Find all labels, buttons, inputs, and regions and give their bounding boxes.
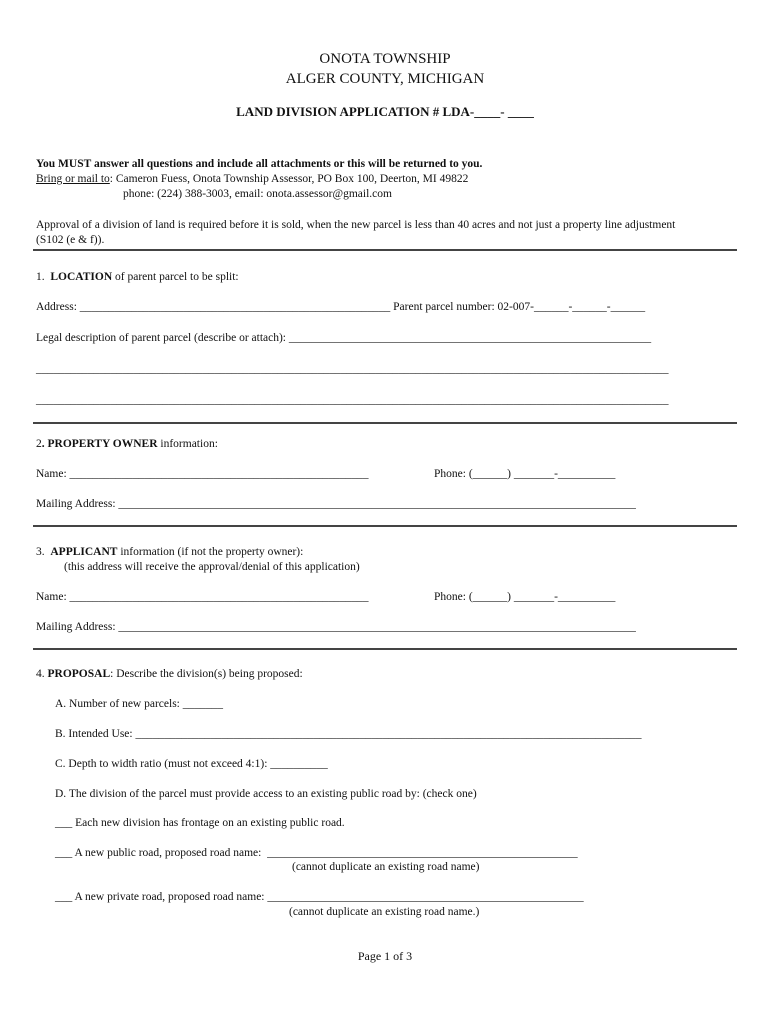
- page-number: Page 1 of 3: [357, 949, 413, 963]
- applicant-note: (this address will receive the approval/denial of this application): [64, 561, 360, 573]
- section1-title-rest: of parent parcel to be split:: [112, 271, 239, 283]
- section2-title: . PROPERTY OWNER: [41, 438, 158, 450]
- applicant-mailing-address-field[interactable]: Mailing Address: __________________________________________________________________________________________: [36, 621, 636, 633]
- section4-title: PROPOSAL: [47, 668, 111, 680]
- legal-description-field[interactable]: Legal description of parent parcel (describe or attach): _______________________________________________________________: [36, 332, 652, 344]
- bring-or-mail-line: [36, 172, 468, 186]
- owner-mailing-address-field[interactable]: Mailing Address: __________________________________________________________________________________________: [36, 498, 636, 510]
- intended-use-field[interactable]: B. Intended Use: ________________________________________________________________________________________: [55, 728, 642, 740]
- owner-phone-field[interactable]: Phone: (______) _______-__________: [434, 468, 616, 480]
- section3-title: APPLICANT: [50, 546, 118, 558]
- section1-title: LOCATION: [50, 271, 113, 283]
- section3-heading: [36, 545, 303, 559]
- section1-number: 1.: [36, 271, 51, 283]
- public-road-note: (cannot duplicate an existing road name): [292, 861, 480, 873]
- section-divider: [33, 249, 737, 251]
- section2-heading: [36, 437, 218, 451]
- existing-road-option[interactable]: ___ Each new division has frontage on an existing public road.: [55, 817, 345, 829]
- assessor-address: : Cameron Fuess, Onota Township Assessor, PO Box 100, Deerton, MI 49822: [109, 173, 469, 185]
- new-private-road-option[interactable]: ___ A new private road, proposed road name: _______________________________________________________: [55, 891, 584, 903]
- section4-title-rest: : Describe the division(s) being proposed:: [110, 668, 303, 680]
- section-divider: [33, 422, 737, 424]
- new-public-road-option[interactable]: ___ A new public road, proposed road name: ______________________________________________________: [55, 847, 578, 859]
- legal-description-blank-line[interactable]: ______________________________________________________________________________________________________________: [36, 394, 669, 406]
- approval-text-line1: Approval of a division of land is required before it is sold, when the new parcel is less than 40 acres and not just a property line adjustment: [36, 219, 676, 231]
- township-title: ONOTA TOWNSHIP: [319, 51, 451, 67]
- county-title: ALGER COUNTY, MICHIGAN: [285, 71, 485, 87]
- section-divider: [33, 525, 737, 527]
- section3-number: 3.: [36, 546, 51, 558]
- section2-title-rest: information:: [157, 438, 218, 450]
- road-access-question: D. The division of the parcel must provide access to an existing public road by: (check one): [55, 788, 477, 800]
- parent-address-field[interactable]: Address: ______________________________________________________ Parent parcel number: 02-007-______-______-______: [36, 301, 646, 313]
- legal-description-blank-line[interactable]: ______________________________________________________________________________________________________________: [36, 363, 669, 375]
- owner-name-field[interactable]: Name: ____________________________________________________: [36, 468, 369, 480]
- section-divider: [33, 648, 737, 650]
- assessor-contact: phone: (224) 388-3003, email: onota.assessor@gmail.com: [123, 188, 392, 200]
- section4-heading: [36, 667, 303, 681]
- depth-width-ratio-field[interactable]: C. Depth to width ratio (must not exceed 4:1): __________: [55, 758, 328, 770]
- must-answer-notice: You MUST answer all questions and include all attachments or this will be returned to you.: [36, 158, 483, 170]
- section4-number: 4.: [36, 668, 48, 680]
- approval-text-line2: (S102 (e & f)).: [36, 234, 105, 246]
- application-title: LAND DIVISION APPLICATION # LDA-____- ____: [236, 104, 534, 119]
- section2-number: 2: [36, 438, 42, 450]
- bring-label: Bring or mail to: [36, 173, 110, 185]
- section3-title-rest: information (if not the property owner):: [117, 546, 304, 558]
- applicant-phone-field[interactable]: Phone: (______) _______-__________: [434, 591, 616, 603]
- number-of-parcels-field[interactable]: A. Number of new parcels: _______: [55, 698, 223, 710]
- section1-heading: [36, 270, 239, 284]
- applicant-name-field[interactable]: Name: ____________________________________________________: [36, 591, 369, 603]
- private-road-note: (cannot duplicate an existing road name.): [289, 906, 480, 918]
